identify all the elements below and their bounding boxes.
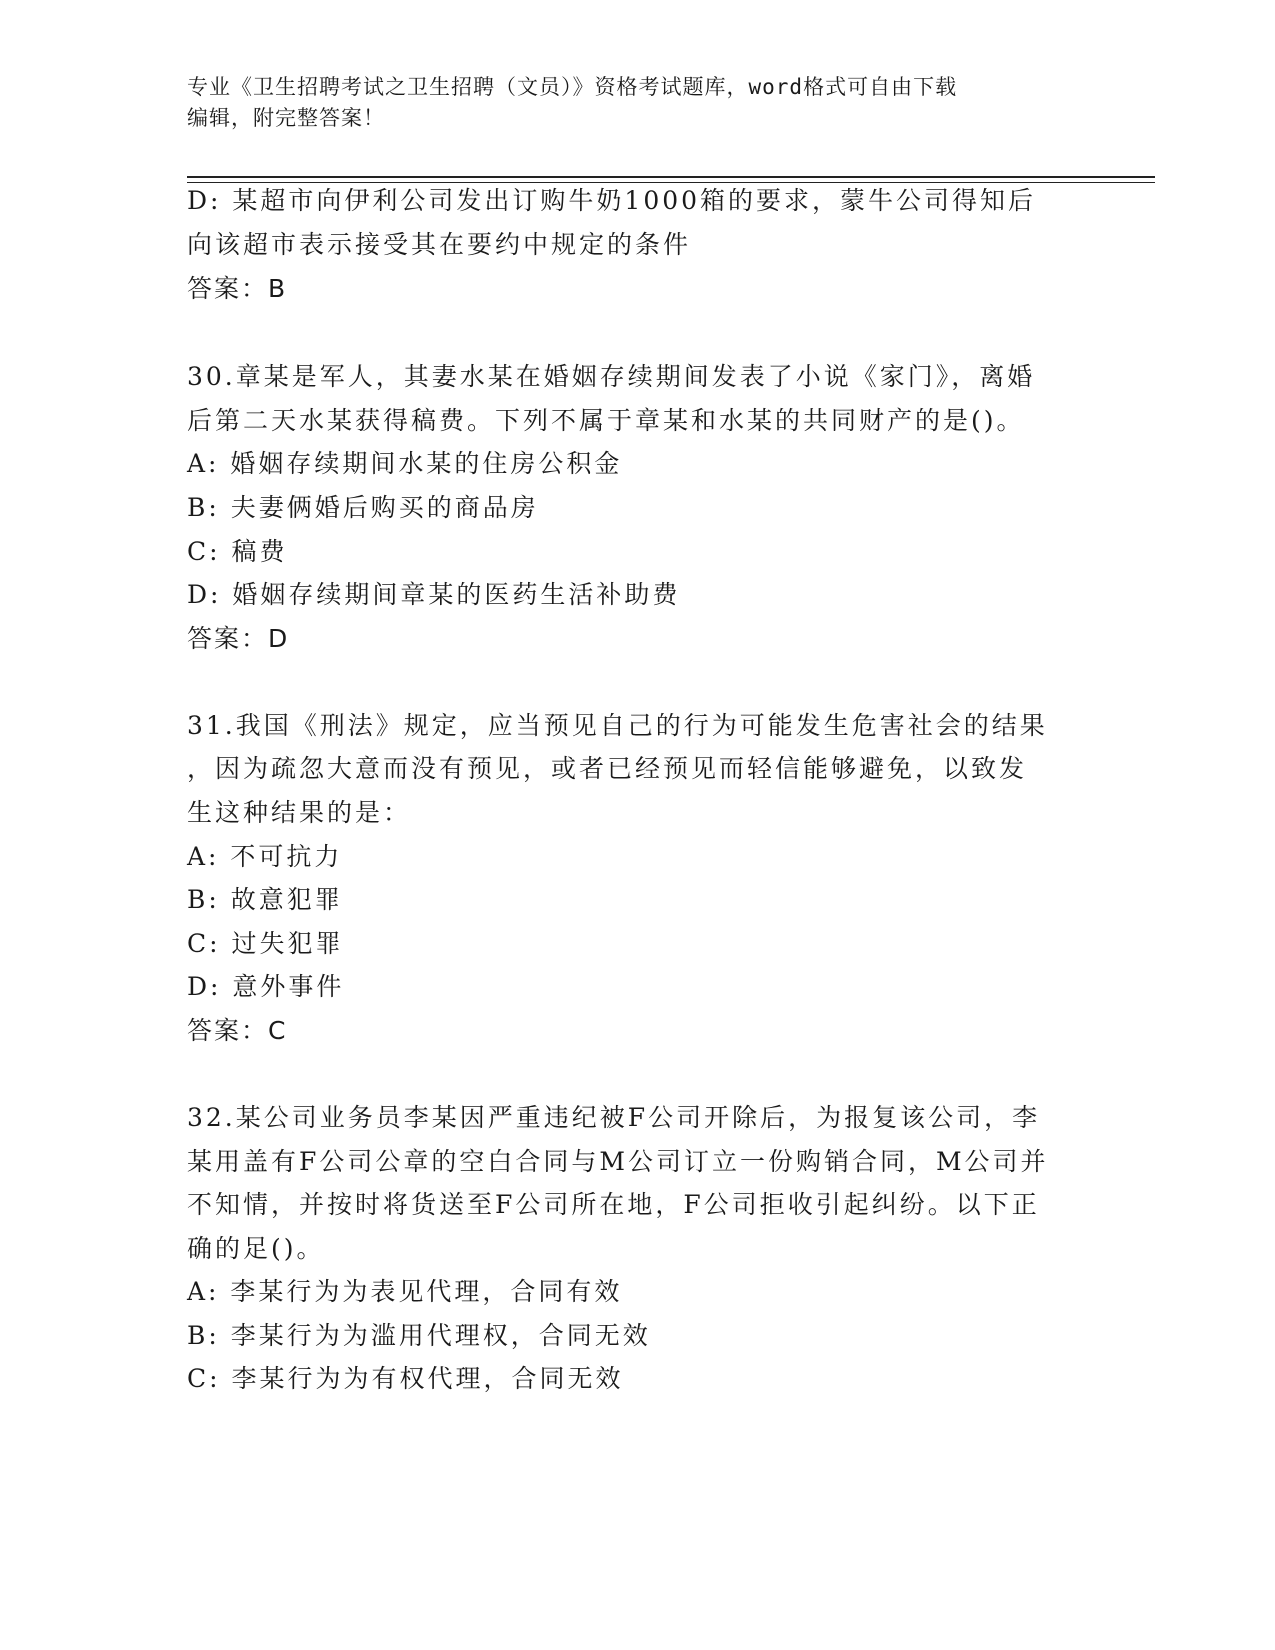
- prev-option-d-line-1: D: 某超市向伊利公司发出订购牛奶1000箱的要求，蒙牛公司得知后: [187, 186, 1037, 215]
- q31-stem-line-2: ，因为疏忽大意而没有预见，或者已经预见而轻信能够避免，以致发: [187, 754, 1028, 783]
- q30-option-b: B: 夫妻俩婚后购买的商品房: [187, 493, 539, 522]
- q31-option-b: B: 故意犯罪: [187, 885, 343, 914]
- q32-option-b: B: 李某行为为滥用代理权，合同无效: [187, 1321, 651, 1350]
- q31-stem-line-1: 31.我国《刑法》规定，应当预见自己的行为可能发生危害社会的结果: [187, 711, 1048, 740]
- q30-option-c: C: 稿费: [187, 537, 288, 566]
- q32-stem-line-3: 不知情，并按时将货送至F公司所在地，F公司拒收引起纠纷。以下正: [187, 1190, 1040, 1219]
- q31-option-d: D: 意外事件: [187, 972, 345, 1001]
- q30-stem-line-2: 后第二天水某获得稿费。下列不属于章某和水某的共同财产的是()。: [187, 406, 1025, 435]
- q31-option-a: A: 不可抗力: [187, 842, 343, 871]
- header-line-2: 编辑，附完整答案！: [187, 106, 385, 130]
- prev-answer: 答案：B: [187, 274, 288, 303]
- q32-option-a: A: 李某行为为表见代理，合同有效: [187, 1277, 623, 1306]
- q31-option-c: C: 过失犯罪: [187, 929, 344, 958]
- q31-stem-line-3: 生这种结果的是：: [187, 798, 412, 827]
- q32-stem-line-2: 某用盖有F公司公章的空白合同与M公司订立一份购销合同，M公司并: [187, 1147, 1049, 1176]
- prev-option-d-line-2: 向该超市表示接受其在要约中规定的条件: [187, 230, 692, 259]
- q30-option-a: A: 婚姻存续期间水某的住房公积金: [187, 449, 623, 478]
- header-line-1: 专业《卫生招聘考试之卫生招聘（文员）》资格考试题库，word格式可自由下载: [187, 75, 958, 99]
- q32-stem-line-1: 32.某公司业务员李某因严重违纪被F公司开除后，为报复该公司，李: [187, 1103, 1041, 1132]
- page-header: [187, 72, 1087, 134]
- q31-answer: 答案：C: [187, 1016, 288, 1045]
- header-divider-thin: [187, 182, 1155, 183]
- q32-option-c: C: 李某行为为有权代理，合同无效: [187, 1364, 624, 1393]
- q30-stem-line-1: 30.章某是军人，其妻水某在婚姻存续期间发表了小说《家门》，离婚: [187, 362, 1036, 391]
- q30-option-d: D: 婚姻存续期间章某的医药生活补助费: [187, 580, 681, 609]
- q32-stem-line-4: 确的足()。: [187, 1234, 325, 1263]
- q30-answer: 答案：D: [187, 624, 290, 653]
- header-divider-thick: [187, 176, 1155, 178]
